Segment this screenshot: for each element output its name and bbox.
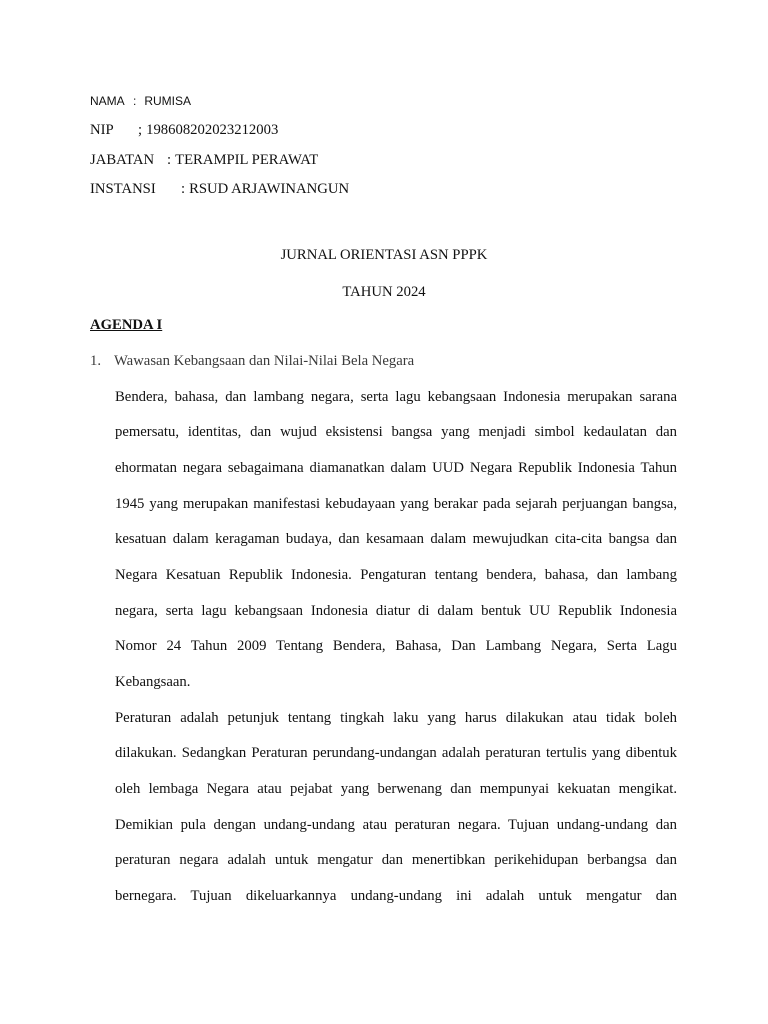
agenda-section xyxy=(90,308,677,915)
identity-value: 198608202023212003 xyxy=(146,122,279,138)
paragraph-line: oleh lembaga Negara atau pejabat yang berwenang dan mempunyai kekuatan mengikat. xyxy=(115,781,677,798)
paragraph xyxy=(115,380,677,701)
identity-nama-row xyxy=(90,91,191,111)
paragraph-line: ehormatan negara sebagaimana diamanatkan dalam UUD Negara Republik Indonesia Tahun xyxy=(115,459,677,476)
identity-separator: : xyxy=(167,152,172,168)
paragraph-line: Nomor 24 Tahun 2009 Tentang Bendera, Bahasa, Dan Lambang Negara, Serta Lagu xyxy=(115,638,677,655)
agenda-heading: AGENDA I xyxy=(90,317,163,334)
identity-separator: : xyxy=(181,181,186,197)
identity-value: RSUD ARJAWINANGUN xyxy=(189,181,350,197)
identity-label: NIP xyxy=(90,122,114,138)
paragraph-line: 1945 yang merupakan manifestasi kebudayaan yang berakar pada sejarah perjuangan bangsa, xyxy=(115,495,677,512)
paragraph-line: Negara Kesatuan Republik Indonesia. Pengaturan tentang bendera, bahasa, dan lambang xyxy=(115,566,677,583)
item-title: Wawasan Kebangsaan dan Nilai-Nilai Bela Negara xyxy=(114,352,415,369)
identity-label: JABATAN xyxy=(90,152,155,168)
paragraph-line: Peraturan adalah petunjuk tentang tingkah laku yang harus dilakukan atau tidak boleh xyxy=(115,709,677,726)
paragraph-line: Bendera, bahasa, dan lambang negara, serta lagu kebangsaan Indonesia merupakan sarana xyxy=(115,388,677,405)
paragraph-line: dilakukan. Sedangkan Peraturan perundang-undangan adalah peraturan tertulis yang dibentuk xyxy=(115,745,677,762)
paragraph-line: Demikian pula dengan undang-undang atau peraturan negara. Tujuan undang-undang dan xyxy=(115,816,677,833)
identity-jabatan-row xyxy=(90,150,318,170)
paragraph-line: Kebangsaan. xyxy=(115,674,191,691)
paragraph-line: negara, serta lagu kebangsaan Indonesia diatur di dalam bentuk UU Republik Indonesia xyxy=(115,602,677,619)
document-year: TAHUN 2024 xyxy=(342,284,426,300)
paragraph-line: peraturan negara adalah untuk mengatur dan menertibkan perikehidupan berbangsa dan xyxy=(115,852,677,869)
identity-instansi-row xyxy=(90,179,349,199)
identity-label: NAMA xyxy=(90,94,125,108)
identity-nip-row xyxy=(90,120,278,140)
identity-label: INSTANSI xyxy=(90,181,156,197)
paragraph-line: bernegara. Tujuan dikeluarkannya undang-undang ini adalah untuk mengatur dan xyxy=(115,888,677,905)
paragraph-line: pemersatu, identitas, dan wujud eksistensi bangsa yang menjadi simbol kedaulatan dan xyxy=(115,424,677,441)
item-number: 1. xyxy=(90,352,102,369)
agenda-item-heading xyxy=(90,344,677,380)
identity-separator: ; xyxy=(138,122,143,138)
identity-separator: : xyxy=(133,94,137,108)
paragraph xyxy=(115,701,677,915)
paragraph-line: kesatuan dalam keragaman budaya, dan kesamaan dalam mewujudkan cita-cita bangsa dan xyxy=(115,531,677,548)
identity-value: TERAMPIL PERAWAT xyxy=(175,152,319,168)
identity-value: RUMISA xyxy=(144,94,192,108)
document-title: JURNAL ORIENTASI ASN PPPK xyxy=(280,247,488,263)
